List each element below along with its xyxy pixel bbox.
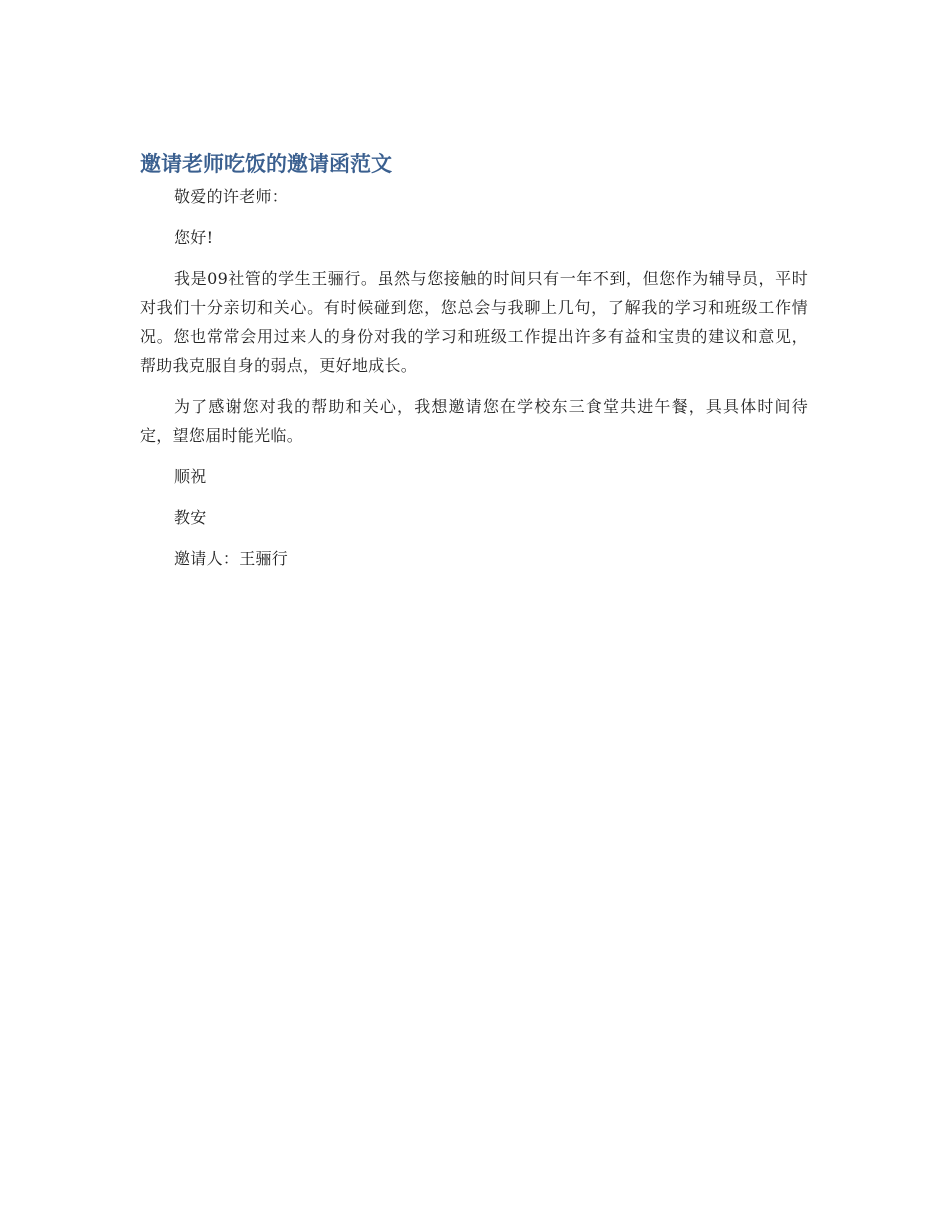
closing-regards: 教安 <box>174 508 207 527</box>
salutation: 敬爱的许老师： <box>174 187 289 206</box>
document-content <box>140 148 808 585</box>
closing-wishes: 顺祝 <box>174 467 207 486</box>
body-paragraph-2: 为了感谢您对我的帮助和关心，我想邀请您在学校东三食堂共进午餐，具具体时间待定，望您届时能光临。 <box>140 397 808 445</box>
signature: 邀请人：王骊行 <box>174 549 289 568</box>
document-title: 邀请老师吃饭的邀请函范文 <box>140 152 392 176</box>
body-paragraph-1: 我是09社管的学生王骊行。虽然与您接触的时间只有一年不到，但您作为辅导员，平时对我们十分亲切和关心。有时候碰到您，您总会与我聊上几句，了解我的学习和班级工作情况。您也常常会用过来人的身份对我的学习和班级工作提出许多有益和宝贵的建议和意见，帮助我克服自身的弱点，更好地成长。 <box>140 269 808 375</box>
greeting: 您好! <box>174 228 214 247</box>
